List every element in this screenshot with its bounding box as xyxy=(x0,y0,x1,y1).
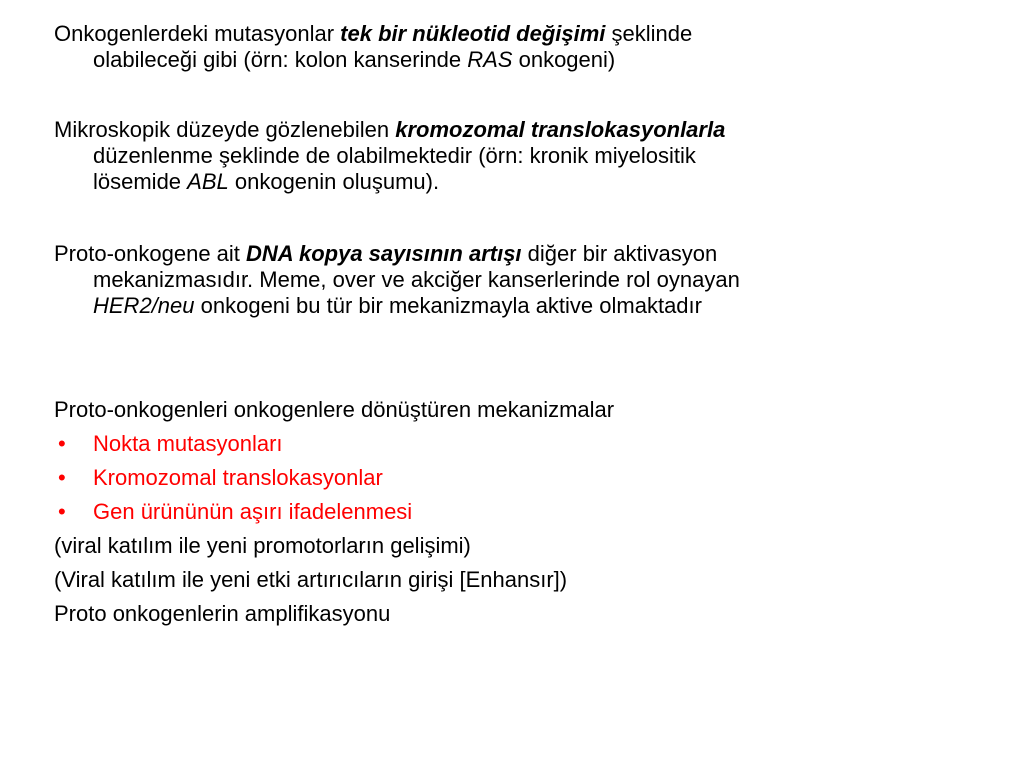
note-line: (viral katılım ile yeni promotorların gelişimi) xyxy=(54,533,471,558)
text-run: mekanizmasıdır. Meme, over ve akciğer kanserlerinde rol oynayan xyxy=(93,267,740,292)
emphasis-text: tek bir nükleotid değişimi xyxy=(340,21,606,46)
text-run: şeklinde xyxy=(605,21,693,46)
paragraph-line xyxy=(54,117,954,143)
list-item-label: Nokta mutasyonları xyxy=(93,431,283,456)
paragraph-point-mutation xyxy=(54,21,954,73)
paragraph-line xyxy=(54,143,954,169)
note-line: (Viral katılım ile yeni etki artırıcıların girişi [Enhansır]) xyxy=(54,567,568,592)
bullet-icon: • xyxy=(58,431,66,456)
gene-name: HER2/neu xyxy=(93,293,195,318)
text-run: olabileceği gibi (örn: kolon kanserinde xyxy=(93,47,468,72)
mechanisms-section xyxy=(54,396,954,634)
paragraph-line xyxy=(54,293,954,319)
paragraph-line xyxy=(54,267,954,293)
bullet-icon: • xyxy=(58,499,66,524)
text-run: Onkogenlerdeki mutasyonlar xyxy=(54,21,341,46)
bullet-icon: • xyxy=(58,465,66,490)
gene-name: ABL xyxy=(187,169,229,194)
list-item xyxy=(54,498,954,532)
list-item-label: Kromozomal translokasyonlar xyxy=(93,465,383,490)
list-item xyxy=(54,464,954,498)
text-run: lösemide xyxy=(93,169,188,194)
text-run: Mikroskopik düzeyde gözlenebilen xyxy=(54,117,396,142)
section-heading: Proto-onkogenleri onkogenlere dönüştüren mekanizmalar xyxy=(54,397,615,422)
emphasis-text: DNA kopya sayısının artışı xyxy=(246,241,522,266)
text-run: diğer bir aktivasyon xyxy=(521,241,718,266)
paragraph-copy-number xyxy=(54,241,954,319)
text-run: Proto-onkogene ait xyxy=(54,241,247,266)
text-run: düzenlenme şeklinde de olabilmektedir (örn: kronik miyelositik xyxy=(93,143,696,168)
list-item-label: Gen ürününün aşırı ifadelenmesi xyxy=(93,499,413,524)
paragraph-line xyxy=(54,21,954,47)
gene-name: RAS xyxy=(467,47,513,72)
text-run: onkogenin oluşumu). xyxy=(228,169,440,194)
paragraph-line xyxy=(54,47,954,73)
text-run: onkogeni bu tür bir mekanizmayla aktive olmaktadır xyxy=(194,293,702,318)
text-run: onkogeni) xyxy=(512,47,616,72)
note-line: Proto onkogenlerin amplifikasyonu xyxy=(54,601,391,626)
paragraph-line xyxy=(54,241,954,267)
emphasis-text: kromozomal translokasyonlarla xyxy=(395,117,726,142)
list-item xyxy=(54,430,954,464)
paragraph-translocation xyxy=(54,117,954,195)
paragraph-line xyxy=(54,169,954,195)
